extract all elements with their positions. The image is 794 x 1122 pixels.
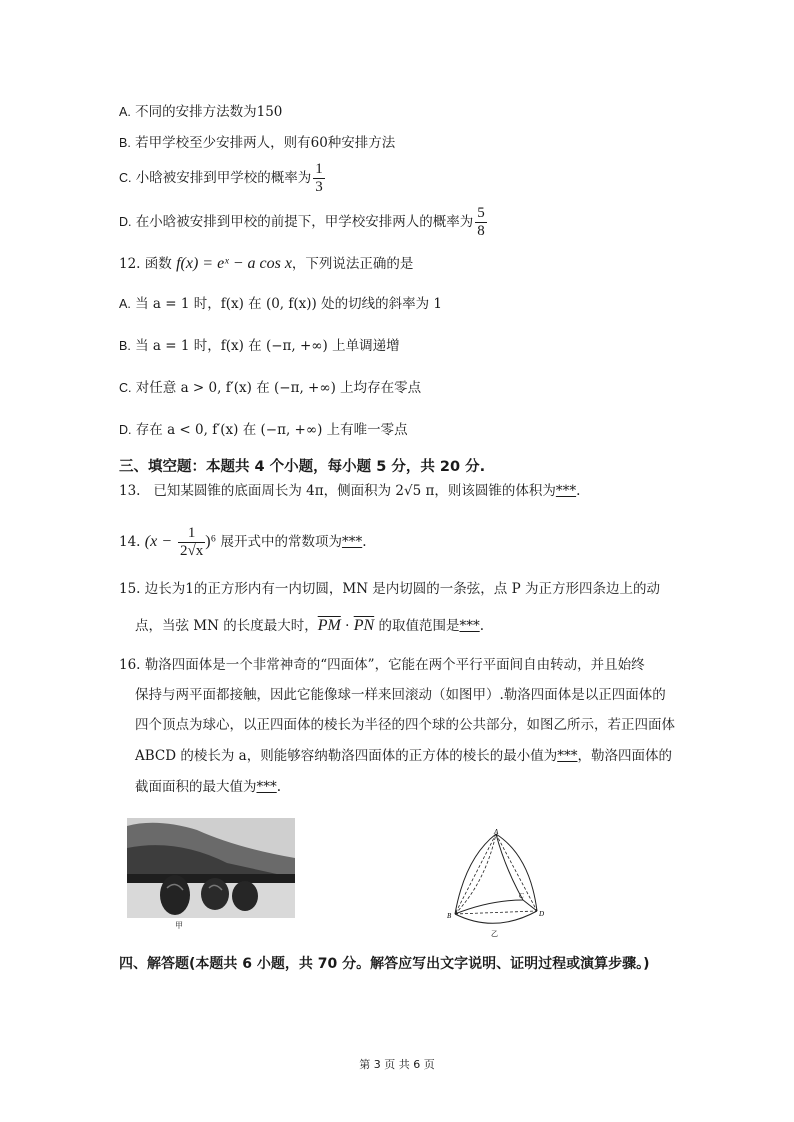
vertex-b-label: B	[447, 912, 452, 920]
figure-caption-yi: 乙	[491, 930, 498, 938]
question-15-line1: 15. 边长为1的正方形内有一内切圆，MN 是内切圆的一条弦，点 P 为正方形四条边上的动	[119, 581, 660, 597]
question-16-line4: ABCD 的棱长为 a，则能够容纳勒洛四面体的正方体的棱长的最小值为***，勒洛四面体的	[135, 748, 672, 764]
vertex-d-label: D	[539, 910, 545, 918]
fraction-14: $\frac{1}{2√x}$	[180, 525, 204, 559]
fraction-11c: $\frac{1}{3}$	[315, 161, 323, 195]
question-14: 14. (x − $\frac{1}{2√x}$ )⁶ 展开式中的常数项为***.	[119, 525, 367, 559]
option-12c: C. 对任意 a > 0, f′(x) 在 (−π, +∞) 上均存在零点	[119, 380, 422, 396]
fraction-11d: $\frac{5}{8}$	[477, 205, 485, 239]
question-16-line3: 四个顶点为球心，以正四面体的棱长为半径的四个球的公共部分，如图乙所示，若正四面体	[135, 717, 675, 733]
option-12b: B. 当 a = 1 时，f(x) 在 (−π, +∞) 上单调递增	[119, 338, 400, 354]
question-16-line2: 保持与两平面都接触，因此它能像球一样来回滚动（如图甲）.勒洛四面体是以正四面体的	[135, 687, 666, 703]
question-13: 13. 已知某圆锥的底面周长为 4π，侧面积为 2√5 π，则该圆锥的体积为***.	[119, 483, 581, 499]
reuleaux-rolling-photo	[127, 818, 295, 918]
question-12: 12. 函数 f(x) = eˣ − a cos x，下列说法正确的是	[119, 255, 414, 272]
section-heading-fill-in: 三、填空题：本题共 4 个小题，每小题 5 分，共 20 分.	[119, 459, 486, 475]
option-11d: D. 在小晗被安排到甲校的前提下，甲学校安排两人的概率为 $\frac{5}{8}$	[119, 205, 485, 239]
answer-blank: ***	[459, 618, 480, 634]
answer-blank: ***	[557, 748, 578, 764]
option-12d: D. 存在 a < 0, f′(x) 在 (−π, +∞) 上有唯一零点	[119, 422, 408, 438]
vertex-c-label: C	[519, 892, 524, 900]
option-11a: A. 不同的安排方法数为150	[119, 104, 283, 120]
answer-blank: ***	[341, 534, 363, 550]
question-16-line5: 截面面积的最大值为***.	[135, 779, 282, 795]
option-12a: A. 当 a = 1 时，f(x) 在 (0, f(x)) 处的切线的斜率为 1	[119, 296, 442, 312]
question-16-line1: 16. 勒洛四面体是一个非常神奇的“四面体”，它能在两个平行平面间自由转动，并且始终	[119, 657, 645, 673]
answer-blank: ***	[256, 779, 277, 795]
question-15-line2: 点，当弦 MN 的长度最大时，$\overline{PM} \cdot \overline{PN}$ 的取值范围是***.	[135, 617, 484, 634]
reuleaux-tetrahedron-diagram	[445, 828, 555, 938]
vertex-a-label: A	[494, 828, 499, 836]
section-heading-solutions: 四、解答题(本题共 6 小题，共 70 分。解答应写出文字说明、证明过程或演算步骤。)	[119, 956, 650, 972]
figure-caption-jia: 甲	[175, 921, 183, 930]
page-footer: 第 3 页 共 6 页	[359, 1058, 435, 1071]
option-11c: C. 小晗被安排到甲学校的概率为 $\frac{1}{3}$	[119, 161, 323, 195]
option-11b: B. 若甲学校至少安排两人，则有60种安排方法	[119, 135, 396, 151]
answer-blank: ***	[555, 483, 577, 499]
